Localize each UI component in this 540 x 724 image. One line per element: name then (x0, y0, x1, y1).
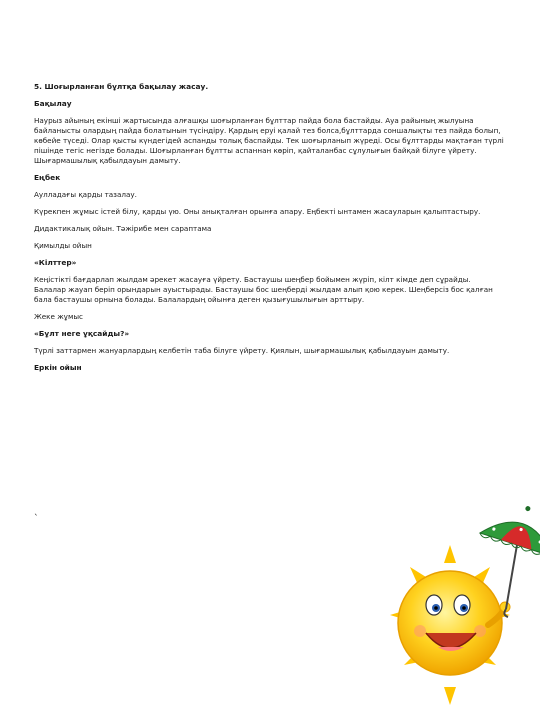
document-body (34, 82, 504, 380)
work-label: Еңбек (34, 173, 61, 182)
stray-mark: ` (34, 514, 39, 524)
individual-work-label: Жеке жұмыс (34, 312, 83, 321)
section-heading: 5. Шоғырланған бұлтқа бақылау жасау. (34, 82, 209, 91)
work-line-2: Күрекпен жұмыс істей білу, қарды үю. Оны анықталған орынға апару. Еңбекті ынтамен жасауларын қалыптастыру. (34, 207, 481, 216)
game1-text: Кеңістікті бағдарлап жылдам әрекет жасауға үйрету. Бастаушы шеңбер бойымен жүріп, кілт кімде деп сұрайды. Балалар жауап беріп орындарын ауыстырады. Бастаушы бос шеңберді жылдам алып қою керек. Шеңберсіз бос қалған бала бастаушы орнына болады. Балалардың ойынға деген қызығушылығын арттыру. (34, 275, 493, 304)
work-line-1: Аулладағы қарды тазалау. (34, 190, 137, 199)
didactic-game: Дидактикалық ойын. Тәжірибе мен сараптама (34, 224, 212, 233)
game2-title: «Бұлт неге ұқсайды?» (34, 329, 130, 338)
observation-label: Бақылау (34, 99, 72, 108)
observation-text: Наурыз айының екінші жартысында алғашқы шоғырланған бұлттар пайда бола бастайды. Ауа райының жылуына байланысты олардың пайда болатынын түсіндіру. Қардың еруі қалай тез болса,бұлттарда соншалықты тез пайда болып, көбейе түседі. Олар қысты күндегідей аспанды толық баспайды. Тек шоғырланып жүреді. Осы бұлттарды мақтаған түрлі пішінде тегіс негізде болады. Шоғырланған бұлтты аспаннан көріп, қайталанбас сұлулығын байқай білуге үйрету. Шығармашылық қабылдауын дамыту. (34, 116, 504, 165)
umbrella (479, 505, 540, 559)
sun-umbrella-icon (380, 505, 540, 720)
sun-umbrella-illustration (380, 505, 540, 720)
game2-text: Түрлі заттармен жануарлардың келбетін таба білуге үйрету. Қиялын, шығармашылық қабылдауын дамыту. (34, 346, 450, 355)
moving-game-label: Қимылды ойын (34, 241, 92, 250)
free-play-label: Еркін ойын (34, 363, 82, 372)
game1-title: «Кілттер» (34, 258, 77, 267)
